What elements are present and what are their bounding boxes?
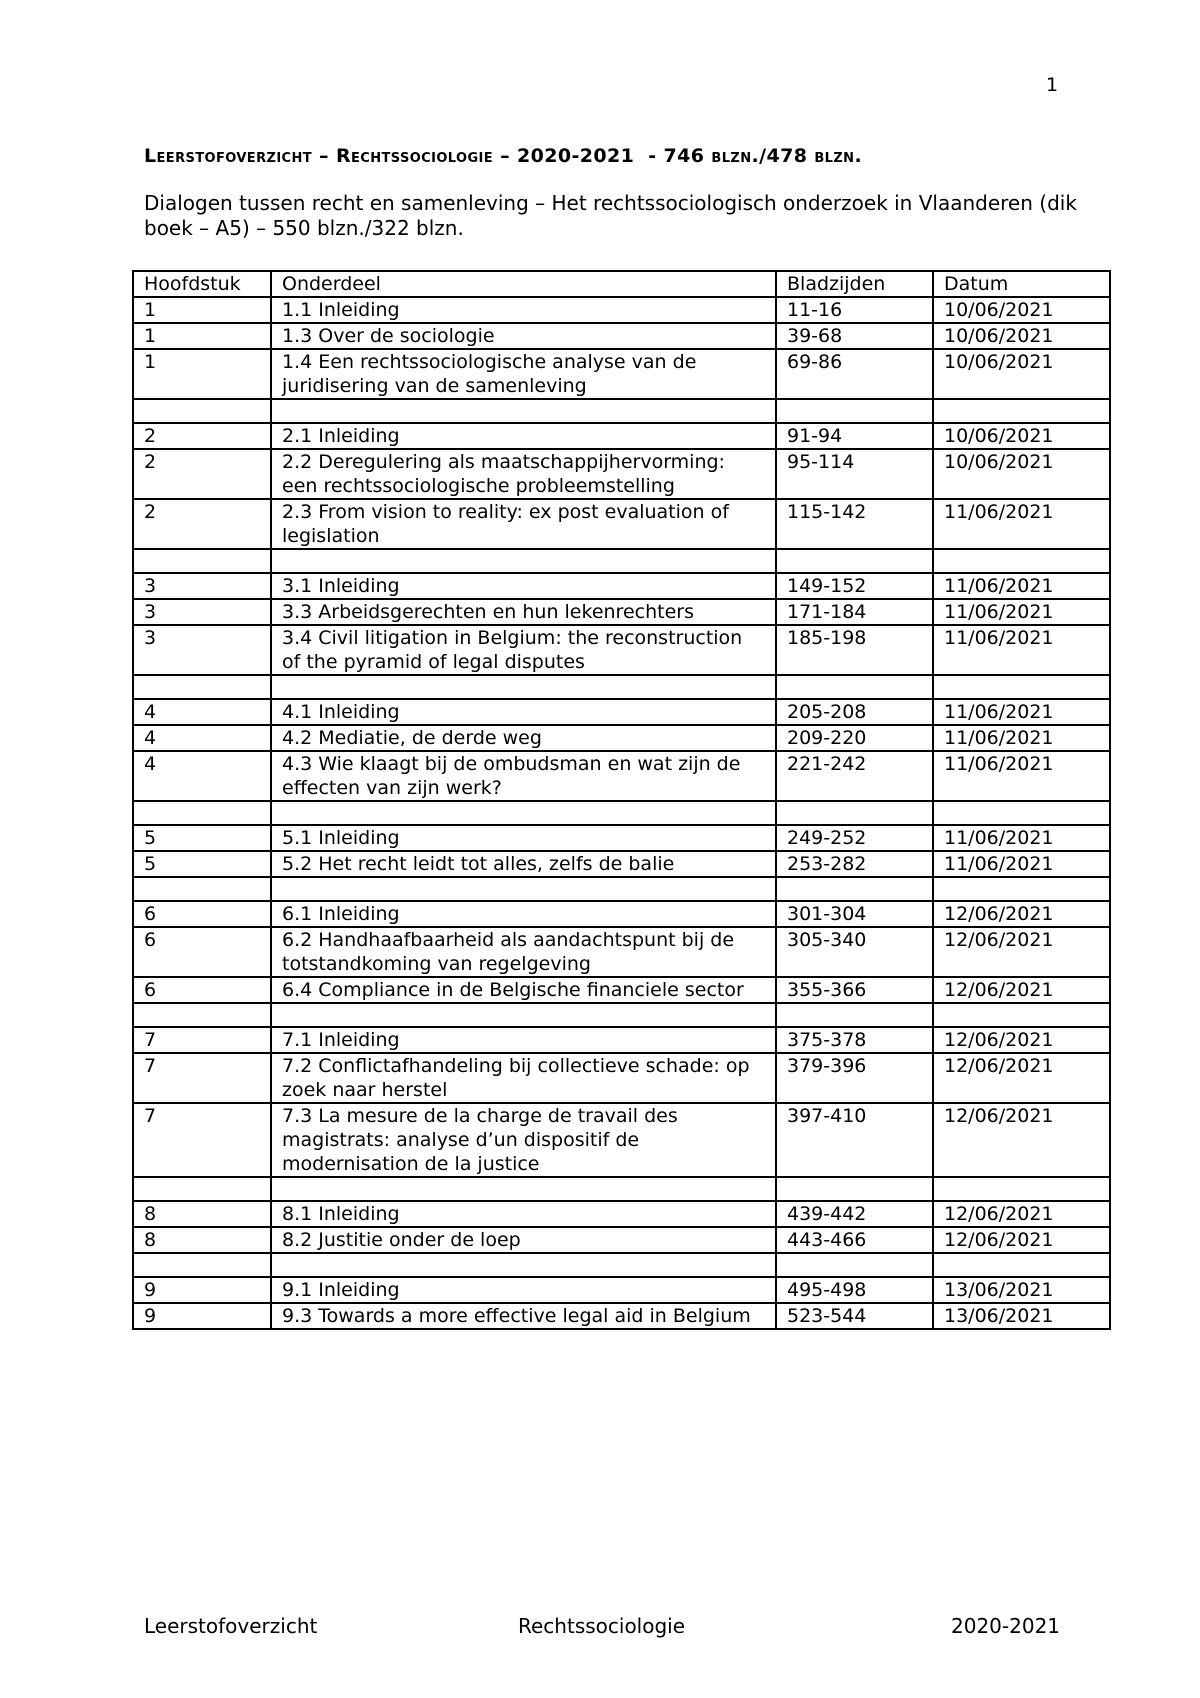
cell-datum: 10/06/2021 [933,297,1110,323]
cell-onderdeel [271,877,776,901]
cell-onderdeel [271,399,776,423]
table-row [133,625,1110,675]
page-number: 1 [1046,74,1059,96]
cell-onderdeel: 9.1 Inleiding [271,1277,776,1303]
cell-onderdeel: 8.2 Justitie onder de loep [271,1227,776,1253]
cell-datum: 11/06/2021 [933,851,1110,877]
cell-hoofdstuk: 9 [133,1277,271,1303]
cell-datum [933,1253,1110,1277]
header-datum: Datum [933,271,1110,297]
table-row [133,1201,1110,1227]
cell-datum: 10/06/2021 [933,423,1110,449]
cell-datum: 11/06/2021 [933,825,1110,851]
table-row [133,449,1110,499]
cell-datum: 12/06/2021 [933,1201,1110,1227]
table-row [133,699,1110,725]
cell-bladzijden [776,877,933,901]
cell-onderdeel: 1.4 Een rechtssociologische analyse van de juridisering van de samenleving [271,349,776,399]
cell-onderdeel: 5.2 Het recht leidt tot alles, zelfs de balie [271,851,776,877]
cell-datum: 11/06/2021 [933,499,1110,549]
table-row [133,1177,1110,1201]
table-row [133,725,1110,751]
table-row [133,1003,1110,1027]
study-material-table [132,270,1111,1330]
cell-bladzijden: 185-198 [776,625,933,675]
cell-onderdeel: 4.3 Wie klaagt bij de ombudsman en wat zijn de effecten van zijn werk? [271,751,776,801]
cell-bladzijden: 39-68 [776,323,933,349]
table-row [133,1227,1110,1253]
table-row [133,825,1110,851]
cell-datum: 11/06/2021 [933,573,1110,599]
header-onderdeel: Onderdeel [271,271,776,297]
cell-onderdeel: 3.4 Civil litigation in Belgium: the reconstruction of the pyramid of legal disputes [271,625,776,675]
cell-onderdeel: 2.2 Deregulering als maatschappijhervorming: een rechtssociologische probleemstelling [271,449,776,499]
cell-onderdeel: 7.3 La mesure de la charge de travail des magistrats: analyse d’un dispositif de modernisation de la justice [271,1103,776,1177]
table-row [133,977,1110,1003]
cell-onderdeel: 3.3 Arbeidsgerechten en hun lekenrechters [271,599,776,625]
cell-bladzijden: 115-142 [776,499,933,549]
table-row [133,297,1110,323]
cell-bladzijden: 205-208 [776,699,933,725]
cell-bladzijden: 209-220 [776,725,933,751]
cell-hoofdstuk [133,801,271,825]
cell-hoofdstuk: 3 [133,625,271,675]
table-row [133,851,1110,877]
cell-hoofdstuk: 2 [133,423,271,449]
cell-bladzijden: 375-378 [776,1027,933,1053]
cell-hoofdstuk: 8 [133,1227,271,1253]
cell-datum: 13/06/2021 [933,1303,1110,1329]
cell-datum [933,877,1110,901]
cell-bladzijden: 301-304 [776,901,933,927]
cell-datum: 10/06/2021 [933,349,1110,399]
cell-hoofdstuk [133,1003,271,1027]
cell-hoofdstuk: 7 [133,1103,271,1177]
cell-datum: 11/06/2021 [933,751,1110,801]
cell-datum: 11/06/2021 [933,699,1110,725]
footer-center: Rechtssociologie [518,1614,686,1638]
cell-bladzijden [776,801,933,825]
cell-onderdeel: 6.2 Handhaafbaarheid als aandachtspunt bij de totstandkoming van regelgeving [271,927,776,977]
cell-onderdeel: 9.3 Towards a more effective legal aid in Belgium [271,1303,776,1329]
document-title: Leerstofoverzicht – Rechtssociologie – 2020-2021 - 746 blzn./478 blzn. [144,145,863,167]
cell-onderdeel [271,1177,776,1201]
cell-bladzijden: 305-340 [776,927,933,977]
cell-hoofdstuk: 1 [133,323,271,349]
cell-hoofdstuk: 7 [133,1027,271,1053]
cell-datum [933,1177,1110,1201]
table-row [133,751,1110,801]
table-row [133,399,1110,423]
table-row [133,599,1110,625]
cell-onderdeel: 6.4 Compliance in de Belgische financiele sector [271,977,776,1003]
cell-datum [933,549,1110,573]
cell-bladzijden: 11-16 [776,297,933,323]
cell-hoofdstuk: 2 [133,449,271,499]
cell-datum: 10/06/2021 [933,323,1110,349]
cell-onderdeel: 6.1 Inleiding [271,901,776,927]
cell-hoofdstuk [133,549,271,573]
table-row [133,675,1110,699]
cell-hoofdstuk: 6 [133,927,271,977]
cell-bladzijden: 443-466 [776,1227,933,1253]
table-row [133,927,1110,977]
cell-hoofdstuk: 4 [133,699,271,725]
table-row [133,1103,1110,1177]
cell-onderdeel: 4.1 Inleiding [271,699,776,725]
cell-datum [933,801,1110,825]
cell-bladzijden: 253-282 [776,851,933,877]
cell-bladzijden: 221-242 [776,751,933,801]
cell-bladzijden: 69-86 [776,349,933,399]
document-subtitle: Dialogen tussen recht en samenleving – Het rechtssociologisch onderzoek in Vlaanderen (dik boek – A5) – 550 blzn./322 blzn. [144,191,1077,240]
table-row [133,499,1110,549]
table-row [133,349,1110,399]
cell-hoofdstuk [133,399,271,423]
cell-hoofdstuk [133,1253,271,1277]
cell-hoofdstuk: 5 [133,851,271,877]
cell-datum: 10/06/2021 [933,449,1110,499]
cell-onderdeel: 7.2 Conflictafhandeling bij collectieve schade: op zoek naar herstel [271,1053,776,1103]
cell-bladzijden: 379-396 [776,1053,933,1103]
cell-hoofdstuk: 5 [133,825,271,851]
cell-hoofdstuk: 9 [133,1303,271,1329]
cell-onderdeel: 2.1 Inleiding [271,423,776,449]
cell-onderdeel: 5.1 Inleiding [271,825,776,851]
footer-left: Leerstofoverzicht [144,1614,318,1638]
table-row [133,1303,1110,1329]
cell-bladzijden: 397-410 [776,1103,933,1177]
cell-datum: 11/06/2021 [933,725,1110,751]
cell-onderdeel: 1.3 Over de sociologie [271,323,776,349]
cell-onderdeel [271,1253,776,1277]
cell-onderdeel: 7.1 Inleiding [271,1027,776,1053]
header-bladzijden: Bladzijden [776,271,933,297]
cell-onderdeel [271,801,776,825]
cell-bladzijden [776,399,933,423]
cell-onderdeel: 8.1 Inleiding [271,1201,776,1227]
cell-datum [933,399,1110,423]
cell-onderdeel: 3.1 Inleiding [271,573,776,599]
cell-bladzijden: 523-544 [776,1303,933,1329]
cell-bladzijden: 439-442 [776,1201,933,1227]
table-row [133,901,1110,927]
cell-datum: 11/06/2021 [933,625,1110,675]
cell-hoofdstuk: 4 [133,751,271,801]
cell-bladzijden [776,675,933,699]
footer-right: 2020-2021 [951,1614,1061,1638]
cell-hoofdstuk: 4 [133,725,271,751]
cell-hoofdstuk: 3 [133,573,271,599]
cell-hoofdstuk: 1 [133,349,271,399]
cell-onderdeel [271,1003,776,1027]
cell-hoofdstuk: 1 [133,297,271,323]
cell-datum: 12/06/2021 [933,977,1110,1003]
table-row [133,1277,1110,1303]
cell-onderdeel: 1.1 Inleiding [271,297,776,323]
table-header [133,271,1110,297]
cell-datum: 12/06/2021 [933,1103,1110,1177]
cell-bladzijden: 149-152 [776,573,933,599]
cell-datum: 11/06/2021 [933,599,1110,625]
cell-datum [933,675,1110,699]
cell-hoofdstuk: 6 [133,901,271,927]
cell-datum: 12/06/2021 [933,1053,1110,1103]
cell-hoofdstuk [133,1177,271,1201]
table-row [133,323,1110,349]
cell-bladzijden: 95-114 [776,449,933,499]
cell-onderdeel: 2.3 From vision to reality: ex post evaluation of legislation [271,499,776,549]
cell-datum: 12/06/2021 [933,1027,1110,1053]
cell-onderdeel [271,675,776,699]
cell-bladzijden: 495-498 [776,1277,933,1303]
table-header-row [133,271,1110,297]
table-row [133,573,1110,599]
table-row [133,549,1110,573]
cell-bladzijden [776,1177,933,1201]
cell-bladzijden [776,1003,933,1027]
cell-datum: 12/06/2021 [933,901,1110,927]
cell-bladzijden [776,1253,933,1277]
cell-datum [933,1003,1110,1027]
table-row [133,1253,1110,1277]
cell-onderdeel: 4.2 Mediatie, de derde weg [271,725,776,751]
cell-bladzijden: 355-366 [776,977,933,1003]
cell-datum: 12/06/2021 [933,1227,1110,1253]
cell-datum: 12/06/2021 [933,927,1110,977]
table-row [133,801,1110,825]
table-row [133,1027,1110,1053]
cell-hoofdstuk: 2 [133,499,271,549]
cell-hoofdstuk: 7 [133,1053,271,1103]
cell-bladzijden: 171-184 [776,599,933,625]
table-row [133,877,1110,901]
table-row [133,423,1110,449]
cell-hoofdstuk: 6 [133,977,271,1003]
cell-datum: 13/06/2021 [933,1277,1110,1303]
cell-bladzijden [776,549,933,573]
cell-bladzijden: 249-252 [776,825,933,851]
cell-hoofdstuk: 8 [133,1201,271,1227]
table-row [133,1053,1110,1103]
cell-hoofdstuk [133,675,271,699]
cell-onderdeel [271,549,776,573]
header-hoofdstuk: Hoofdstuk [133,271,271,297]
cell-hoofdstuk: 3 [133,599,271,625]
cell-bladzijden: 91-94 [776,423,933,449]
table-body [133,297,1110,1329]
cell-hoofdstuk [133,877,271,901]
